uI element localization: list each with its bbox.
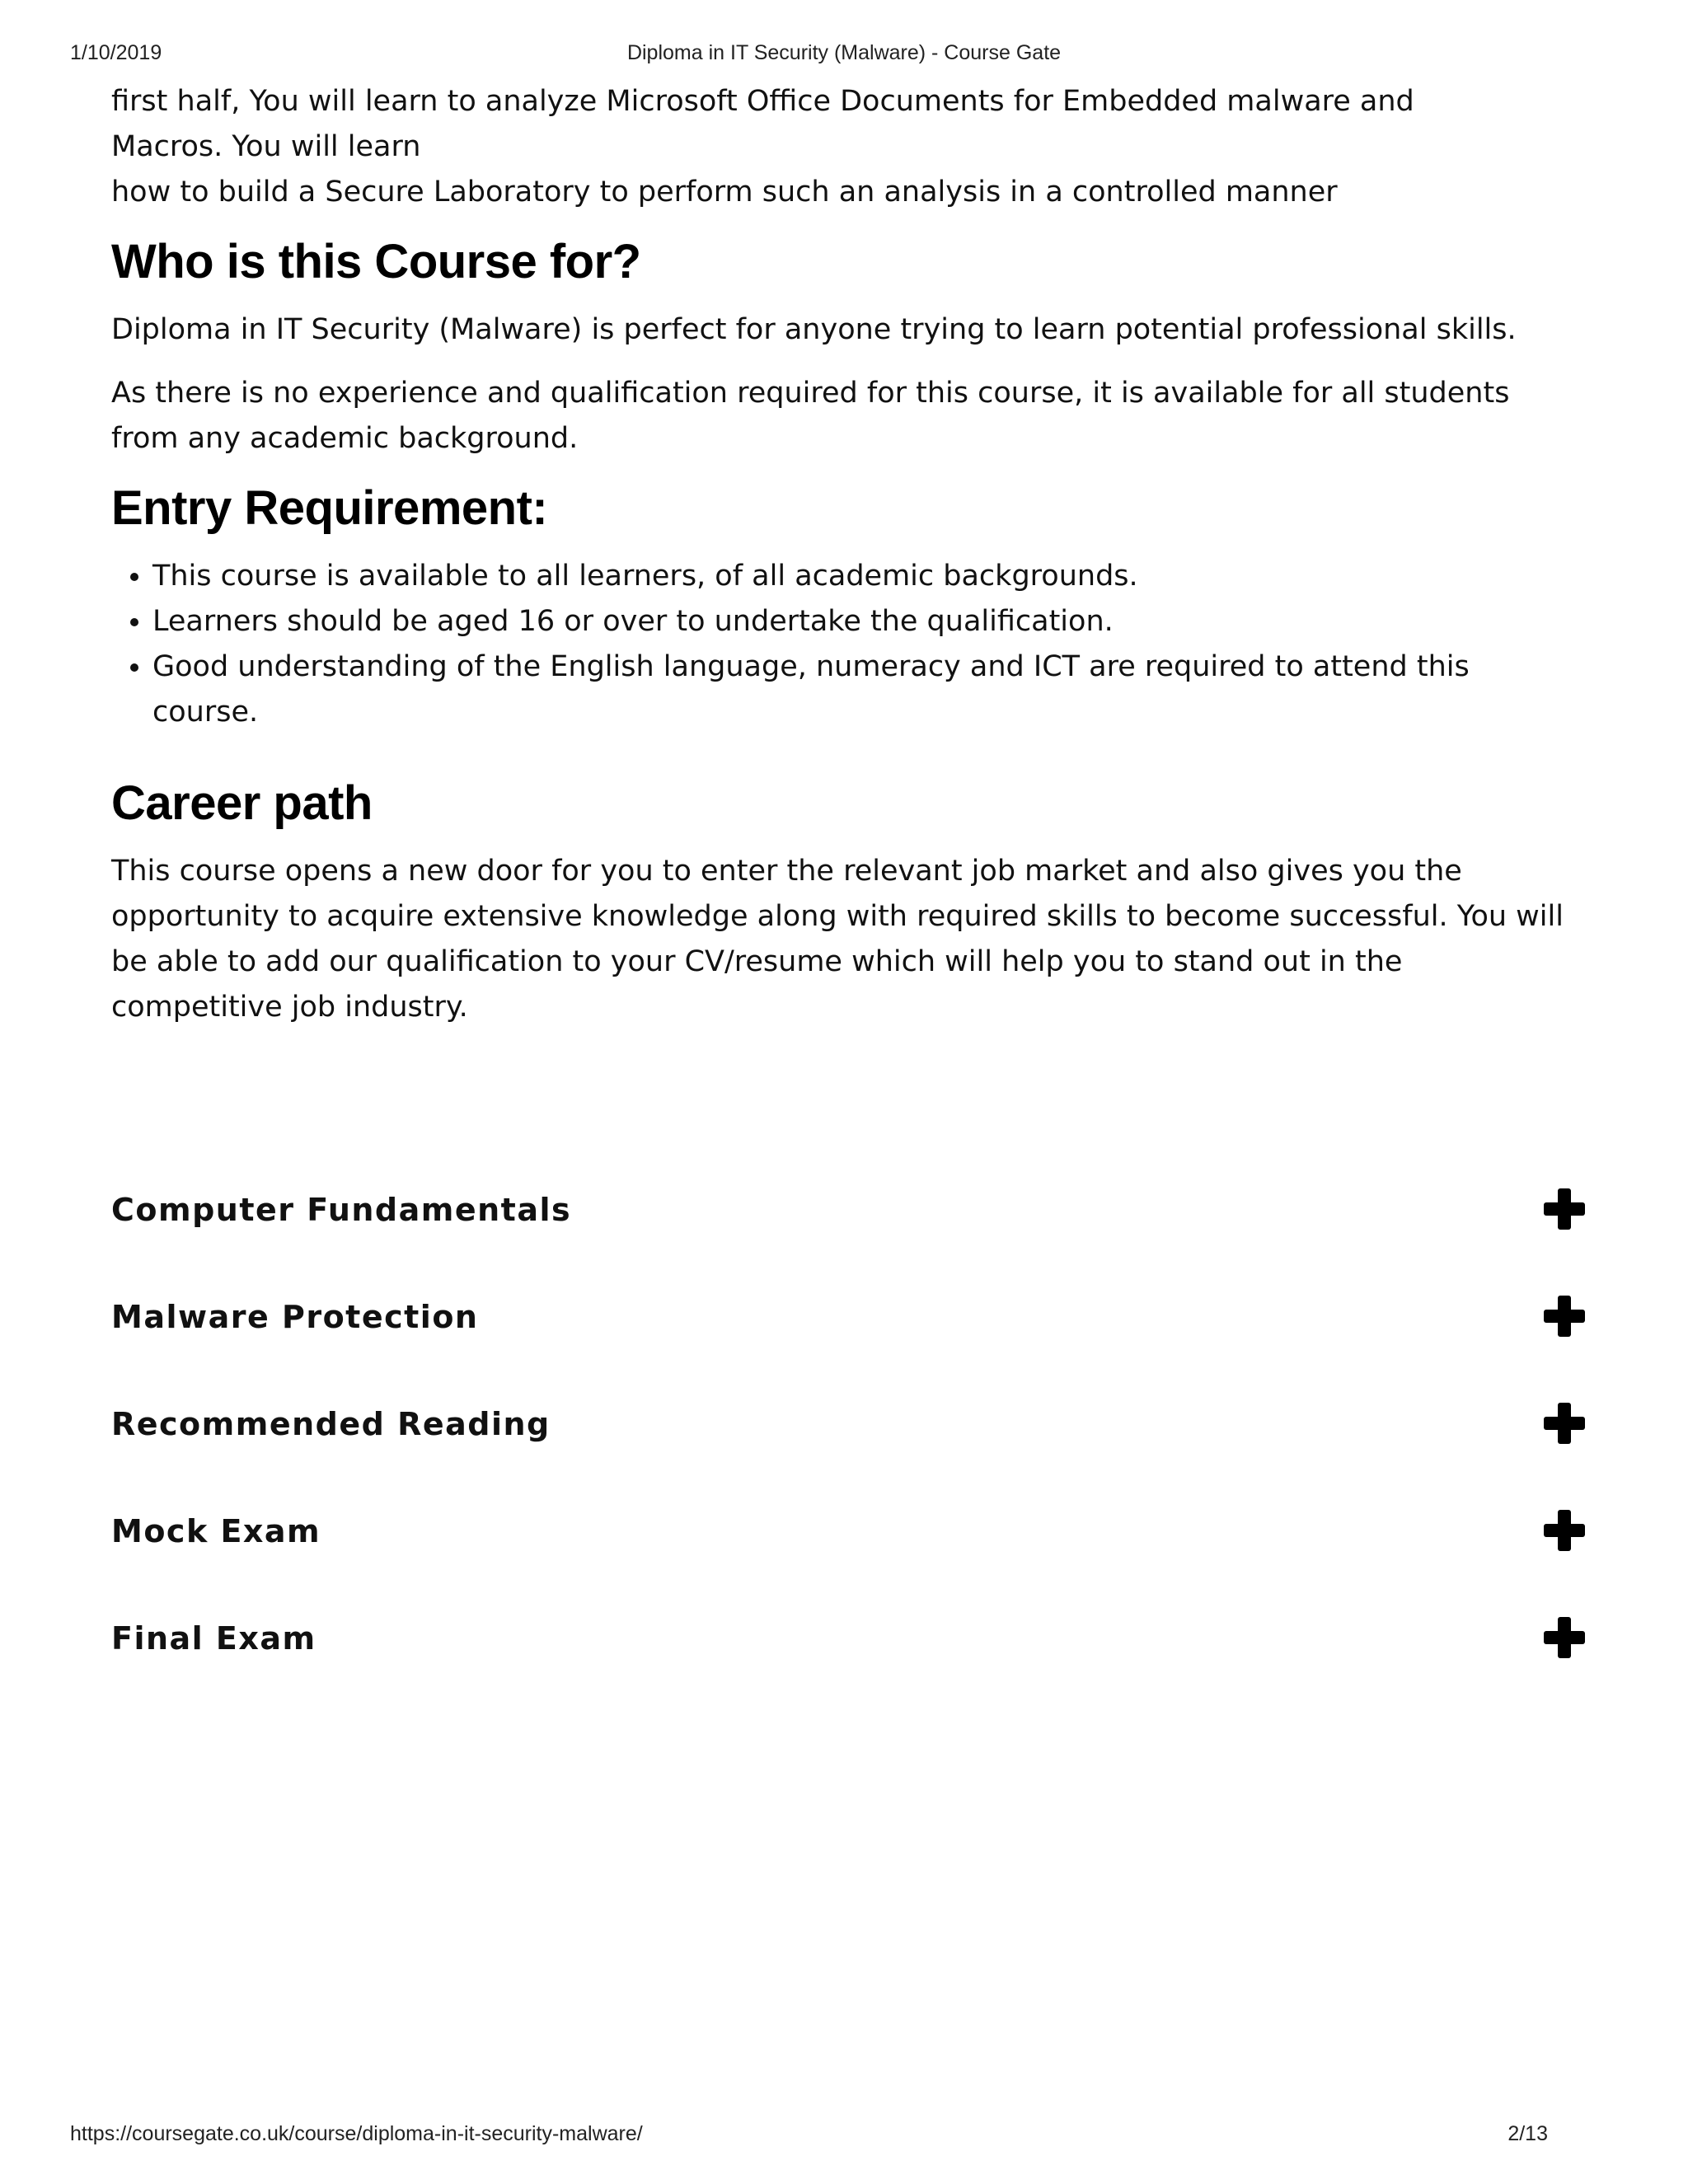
intro-line: first half, You will learn to analyze Microsoft Office Documents for Embedded malware and [111, 85, 1414, 118]
plus-icon[interactable] [1542, 1401, 1587, 1446]
print-header [70, 41, 1618, 71]
accordion-item-malware-protection[interactable] [111, 1279, 1587, 1386]
print-date: 1/10/2019 [70, 41, 162, 64]
intro-line: Macros. You will learn [111, 130, 421, 163]
who-for-heading: Who is this Course for? [111, 235, 641, 288]
plus-icon[interactable] [1542, 1187, 1587, 1231]
curriculum-accordion [111, 1172, 1587, 1708]
print-url: https://coursegate.co.uk/course/diploma-in-it-security-malware/ [70, 2122, 643, 2145]
who-for-paragraph: As there is no experience and qualification required for this course, it is available for all students from any academic background. [111, 377, 1510, 455]
accordion-item-mock-exam[interactable] [111, 1493, 1587, 1601]
accordion-item-label: Recommended Reading [111, 1406, 551, 1442]
print-footer [70, 2122, 1618, 2152]
list-item: • Good understanding of the English language, numeracy and ICT are required to attend this course. [152, 644, 1578, 735]
accordion-item-recommended-reading[interactable] [111, 1386, 1587, 1493]
list-item: • Learners should be aged 16 or over to undertake the qualification. [152, 599, 1578, 644]
entry-requirement-heading: Entry Requirement: [111, 481, 548, 535]
career-path-heading: Career path [111, 776, 373, 830]
career-path-paragraph: This course opens a new door for you to enter the relevant job market and also gives you the opportunity to acquire extensive knowledge along with required skills to become successful. You will be able to add our qualification to your CV/resume which will help you to stand out in the competitive job industry. [111, 855, 1564, 1024]
print-page-title: Diploma in IT Security (Malware) - Course Gate [626, 41, 1062, 64]
course-description [111, 79, 1578, 1048]
intro-line: how to build a Secure Laboratory to perform such an analysis in a controlled manner [111, 176, 1338, 209]
accordion-item-label: Malware Protection [111, 1299, 479, 1335]
accordion-item-computer-fundamentals[interactable] [111, 1172, 1587, 1279]
plus-icon[interactable] [1542, 1508, 1587, 1553]
accordion-item-label: Mock Exam [111, 1513, 321, 1549]
accordion-item-final-exam[interactable] [111, 1601, 1587, 1708]
who-for-paragraph: Diploma in IT Security (Malware) is perfect for anyone trying to learn potential professional skills. [111, 313, 1517, 346]
accordion-item-label: Final Exam [111, 1620, 316, 1657]
entry-requirement-list [111, 554, 1578, 735]
page-number: 2/13 [1507, 2122, 1548, 2145]
list-item: • This course is available to all learners, of all academic backgrounds. [152, 554, 1578, 599]
plus-icon[interactable] [1542, 1615, 1587, 1660]
plus-icon[interactable] [1542, 1294, 1587, 1338]
intro-paragraph [111, 79, 1578, 215]
accordion-item-label: Computer Fundamentals [111, 1192, 572, 1228]
